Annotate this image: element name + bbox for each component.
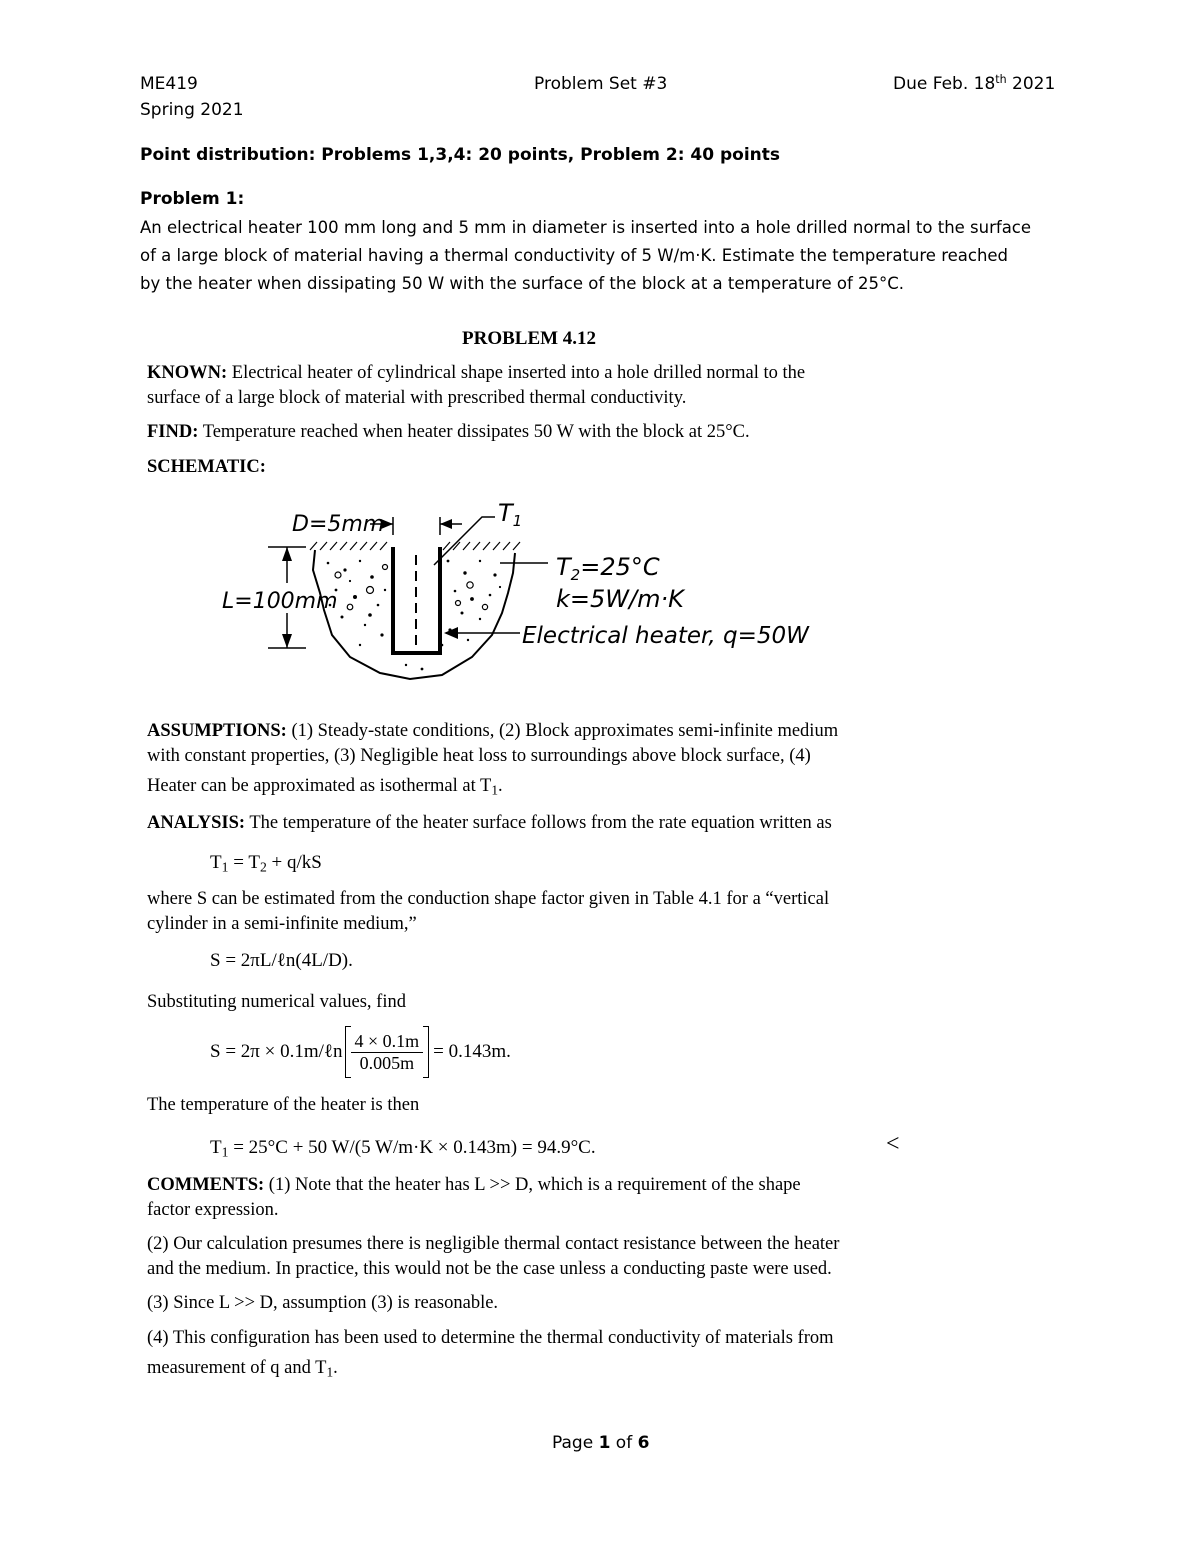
due-date: Due Feb. 18th 2021 xyxy=(893,72,1056,94)
equation-t1: $T_1 = T_2 + q/kS$ xyxy=(210,852,322,875)
find-label: FIND: xyxy=(147,422,199,442)
schematic-label: SCHEMATIC: xyxy=(147,457,266,477)
problem-line: by the heater when dissipating 50 W with the surface of the block at a temperature of 25°C. xyxy=(140,274,905,293)
equation-s-value: S = 2π × 0.1m/ℓn $\frac{4 \times 0.1m}{0.005m}$ = 0.143m. xyxy=(210,1026,511,1078)
find-section: FIND: Temperature reached when heater dissipates 50 W with the block at 25°C. xyxy=(147,422,750,442)
l-arrow-bottom xyxy=(282,634,292,648)
equation-shape-factor: S = 2πL/ℓn(4L/D). xyxy=(210,950,353,971)
problem-1-title: Problem 1: xyxy=(140,189,245,209)
problem-set-title: Problem Set #3 xyxy=(534,74,668,94)
surface-hatch xyxy=(310,542,520,550)
problem-line: An electrical heater 100 mm long and 5 mm in diameter is inserted into a hole drilled normal to the surface xyxy=(140,218,1032,237)
t2-label: $T_2=25^\circ C$ xyxy=(556,553,660,584)
solution-title: PROBLEM 4.12 xyxy=(462,328,597,349)
analysis-label: ANALYSIS: xyxy=(147,813,246,833)
page-number: Page 1 of 6 xyxy=(552,1433,650,1453)
block-pebbles xyxy=(335,565,488,610)
substituting-text: Substituting numerical values, find xyxy=(147,992,406,1012)
problem-line: of a large block of material having a thermal conductivity of 5 W/m·K. Estimate the temperature reached xyxy=(140,246,1009,265)
schematic-diagram xyxy=(210,495,890,695)
comment-3: (3) Since L >> D, assumption (3) is reasonable. xyxy=(147,1293,499,1313)
comment-2: (2) Our calculation presumes there is negligible thermal contact resistance between the heater and the medium. In practice, this would not be the case unless a conducting paste were used. xyxy=(147,1234,840,1279)
l-arrow-top xyxy=(282,547,292,561)
comments-section: COMMENTS: (1) Note that the heater has L >> D, which is a requirement of the shape factor expression. xyxy=(147,1175,801,1220)
term: Spring 2021 xyxy=(140,100,244,120)
assumptions-section: ASSUMPTIONS: (1) Steady-state conditions, (2) Block approximates semi-infinite medium with constant properties, (3) Negligible heat loss to surroundings above block surface, (4) Heater can be approximated as isothermal at $T_1$. xyxy=(147,721,839,798)
comment-4: (4) This configuration has been used to determine the thermal conductivity of materials from measurement of q and $T_1$. xyxy=(147,1328,834,1380)
fraction-numerator: 4 × 0.1m xyxy=(351,1031,424,1053)
known-section: KNOWN: Electrical heater of cylindrical shape inserted into a hole drilled normal to the surface of a large block of material with prescribed thermal conductivity. xyxy=(147,363,806,408)
d-label: D=5mm xyxy=(292,512,385,537)
k-label: k=5W/m·K xyxy=(556,585,684,613)
problem-1-text xyxy=(140,214,1070,298)
t1-label: $T_1$ xyxy=(498,499,523,530)
answer-mark: < xyxy=(886,1131,900,1157)
fraction-denominator: 0.005m xyxy=(359,1052,415,1073)
d-arrow-right xyxy=(440,519,452,529)
analysis-section: ANALYSIS: The temperature of the heater surface follows from the rate equation written as xyxy=(147,813,832,833)
block-outline xyxy=(313,550,515,679)
known-label: KNOWN: xyxy=(147,363,228,383)
assumptions-label: ASSUMPTIONS: xyxy=(147,721,287,741)
temperature-then-text: The temperature of the heater is then xyxy=(147,1095,420,1115)
heater-label: Electrical heater, q=50W xyxy=(522,623,809,649)
l-label: L=100mm xyxy=(222,589,338,614)
course-code: ME419 xyxy=(140,74,198,94)
point-distribution: Point distribution: Problems 1,3,4: 20 points, Problem 2: 40 points xyxy=(140,145,781,165)
where-text: where S can be estimated from the conduction shape factor given in Table 4.1 for a “vertical cylinder in a semi-infinite medium,” xyxy=(147,889,830,934)
equation-t1-result: $T_1 = 25^\circ C + 50$ W/(5 W/m·K × 0.143m) = 94.9°C. xyxy=(210,1137,596,1160)
comments-label: COMMENTS: xyxy=(147,1175,265,1195)
